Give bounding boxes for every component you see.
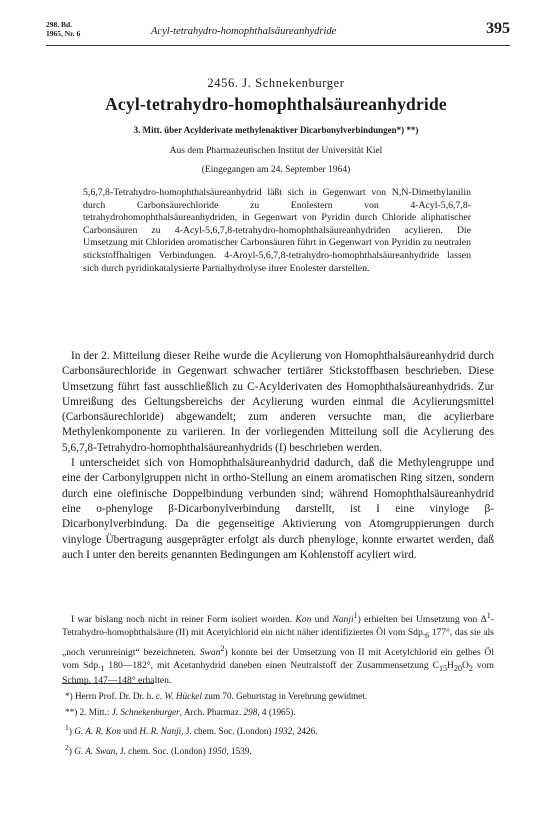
paragraph-3	[62, 610, 494, 688]
footnote-name: W. Hückel	[164, 691, 202, 701]
author-kon: Kon	[295, 614, 312, 626]
footnote-year: 1932	[273, 726, 293, 737]
footnote-paren: )	[68, 745, 75, 756]
formula-subscript: 20	[453, 663, 462, 673]
footnote-text: und	[120, 726, 140, 737]
footnote-name: G. A. R. Kon	[74, 726, 121, 737]
formula-subscript: 15	[439, 663, 448, 673]
main-text	[62, 349, 494, 563]
ref-2-marker: 2	[220, 643, 225, 653]
footnote-mark: *)	[65, 691, 73, 701]
p3-text: H	[447, 659, 454, 671]
footnote-text: , 4 (1965).	[257, 706, 296, 717]
p3-text: I war bislang noch nicht in reiner Form isoliert worden.	[71, 614, 296, 626]
article-title: Acyl-tetrahydro-homophthalsäureanhydride	[105, 94, 447, 114]
volume-info	[46, 20, 80, 38]
year-issue-label: 1965, Nr. 6	[46, 29, 81, 38]
footnote-mark: 2	[65, 742, 69, 752]
footnote-text: , J. chem. Soc. (London)	[115, 745, 208, 756]
formula-subscript: 2	[468, 663, 473, 673]
paragraph-2: I unterscheidet sich von Homophthalsäureanhydrid dadurch, daß die Methylengruppe und eine der Carbonylgruppen nicht in ortho-Stellung an einem aromatischen Ring sitzen, sondern durch eine olefinische Doppelbindung verbunden sind; während Homophthalsäureanhydrid eine o-phenyloge β-Dicarbonylverbindung darstellt, ist I eine vinyloge β-Dicarbonylverbindung. Da die gegenseitige Aktivierung von Atomgruppierungen durch vinyloge Übertragung ausgeprägter erfolgt als durch phenyloge, konnte erwartet werden, daß auch I unter den bereits genannten Bedingungen am Kohlenstoff acyliert wird.	[62, 457, 494, 561]
footnote-rule	[62, 683, 154, 684]
page-header	[46, 18, 510, 48]
footnote-name: J. Schnekenburger	[111, 706, 180, 717]
footnotes	[65, 689, 495, 759]
pressure-subscript: 6	[425, 630, 430, 640]
author-nanji: Nanji	[332, 614, 354, 626]
footnote-3	[65, 720, 495, 740]
p3-text: ) erhielten bei Umsetzung von Δ	[357, 614, 487, 626]
footnote-text: Herrn Prof. Dr. Dr. h. c.	[72, 691, 165, 701]
p3-text: -Tetrahydro-homophthalsäure (II) mit Acetylchlorid ein nicht näher identifiziertes Öl vom Sdp.	[62, 614, 494, 638]
received-date: (Eingegangen am 24. September 1964)	[201, 165, 351, 175]
article-subtitle: 3. Mitt. über Acylderivate methylenaktiver Dicarbonylverbindungen*) **)	[133, 125, 419, 135]
footnote-text: , J. chem. Soc. (London)	[181, 726, 274, 737]
delta-superscript: 1	[486, 611, 491, 620]
abstract-text: 5,6,7,8-Tetrahydro-homophthalsäureanhydrid läßt sich in Gegenwart von N,N-Dimethylanilin durch Carbonsäurechloride zu Enolestern von 4-Acyl-5,6,7,8-tetrahydrohomophthalsäureanhydriden, in Gegenwart von Pyridin durch Chloride aliphatischer Carbonsäuren zu 4-Acyl-5,6,7,8-tetrahydro-homophthalsäureanhydriden acylieren. Die Umsetzung mit Chloriden aromatischer Carbonsäuren führt in Gegenwart von Pyridin zu neutralen stickstoffhaltigen Verbindungen. 4-Aroyl-5,6,7,8-tetrahydro-homophthalsäureanhydride lassen sich durch pyridinkatalysierte Partialhydrolyse ihrer Enolester darstellen.	[83, 187, 471, 274]
p3-text: O	[461, 659, 469, 671]
pressure-subscript: 1	[100, 663, 105, 673]
ref-1-marker: 1	[353, 611, 358, 620]
p3-text: und	[311, 614, 333, 626]
footnote-name: H. R. Nanji	[139, 726, 182, 737]
institute-line: Aus dem Pharmazeutischen Institut der Universität Kiel	[169, 146, 383, 156]
footnote-paren: )	[68, 726, 75, 737]
p3-text: 177°, das sie als „noch verunreinigt“ bezeichneten.	[62, 626, 494, 658]
footnote-mark: **)	[65, 706, 78, 717]
small-print-section	[62, 610, 494, 688]
page-number: 395	[486, 20, 510, 37]
author-swan: Swan	[199, 646, 221, 658]
paragraph-1: In der 2. Mitteilung dieser Reihe wurde die Acylierung von Homophthalsäureanhydrid durch Carbonsäurechloride in Gegenwart schwacher tertiärer Stickstoffbasen beschrieben. Diese Umsetzung führt fast ausschließlich zu C-Acylderivaten des Homophthalsäureanhydrids. Zur Umreißung des Geltungsbereichs der Acylierung wurden einmal die Acylierungsmittel (Carbonsäurechloride) abgewandelt; zum anderen versuchte man, die acylierbare Methylenkomponente zu variieren. In der vorliegenden Mitteilung soll die Acylierung des 5,6,7,8-Tetrahydro-homophthalsäureanhydrids (I) beschrieben werden.	[62, 350, 494, 454]
p3-text: ) konnte bei der Umsetzung von II mit Acetylchlorid ein gelbes Öl vom Sdp.	[62, 646, 494, 671]
footnote-name: G. A. Swan	[74, 745, 116, 756]
footnote-text: zum 70. Geburtstag in Verehrung gewidmet.	[201, 691, 368, 701]
footnote-year: 1950	[208, 745, 227, 756]
footnote-4	[65, 740, 495, 760]
footnote-1	[65, 689, 495, 705]
footnote-mark: 1	[65, 723, 69, 732]
volume-label: 298. Bd.	[46, 20, 73, 29]
footnote-2	[65, 705, 495, 721]
p3-text: vom Schmp. 147—148° erhalten.	[62, 659, 494, 687]
header-rule	[46, 45, 510, 46]
footnote-text: 2. Mitt.:	[77, 706, 112, 717]
running-title: Acyl-tetrahydro-homophthalsäureanhydride	[151, 26, 337, 37]
footnote-text: , 2426.	[292, 726, 318, 737]
footnote-volume: 298	[243, 706, 258, 717]
footnote-text: , Arch. Pharmaz.	[179, 706, 244, 717]
article-number-author: 2456. J. Schnekenburger	[207, 76, 345, 90]
footnote-text: , 1539.	[226, 745, 252, 756]
abstract	[83, 187, 471, 275]
p3-text: 180—182°, mit Acetanhydrid daneben einen Neutralstoff der Zusammensetzung C	[104, 659, 440, 671]
